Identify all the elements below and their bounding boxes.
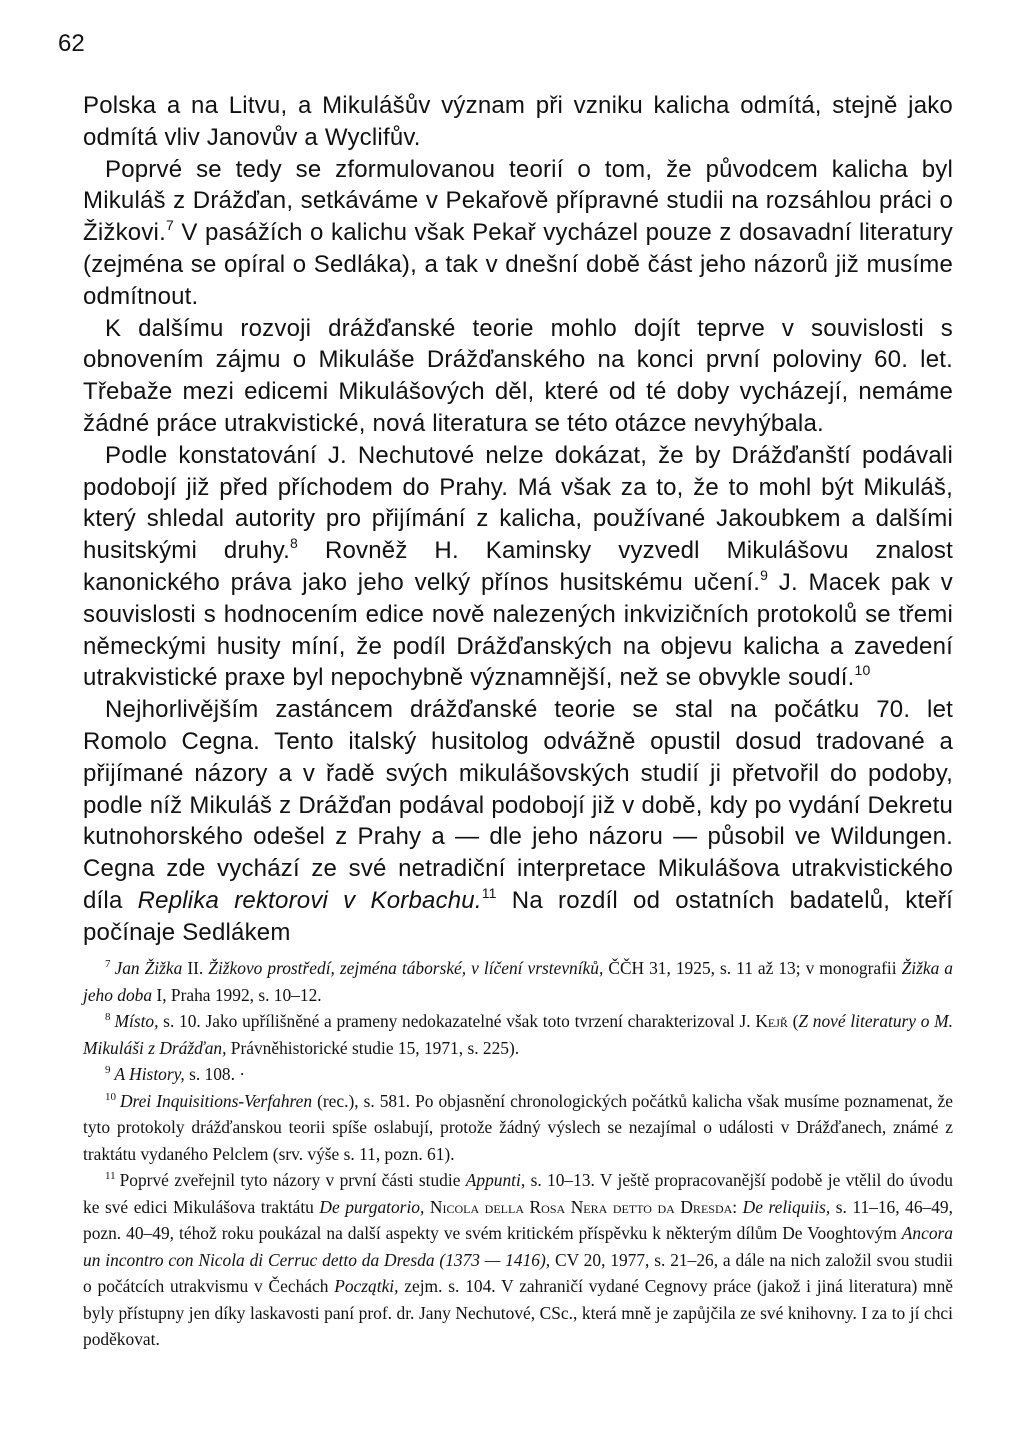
footnote-11-text-7: zejm. s. 104. V zahraničí vydané Cegnovy práce (jakož i jiná literatura) mně byly přístupny jen díky laskavosti paní prof. dr. Jany Nechutové, CSc., která mně je zapůjčila ze své knihovny. I za to jí chci poděkovat. (83, 1276, 953, 1349)
footnote-11-italic-3: De reliquiis, (742, 1196, 831, 1217)
footnote-11-italic-2: De purgatorio, (319, 1196, 425, 1217)
footnote-9-italic-1: A History, (114, 1064, 185, 1084)
footnote-9-text-1: s. 108. · (184, 1064, 246, 1084)
footnote-8-author: Kejř (755, 1011, 788, 1031)
footnote-11-text-1: Poprvé zveřejnil tyto názory v první části studie (119, 1170, 466, 1190)
footnote-7-text-3: I, Praha 1992, s. 10–12. (152, 984, 322, 1005)
footnote-11 (83, 1167, 953, 1353)
footnote-ref-9[interactable]: 9 (760, 566, 769, 583)
paragraph-3 (83, 313, 953, 440)
footnote-11-number: 11 (105, 1170, 116, 1182)
paragraph-5-text-a: Nejhorlivějším zastáncem drážďanské teorie se stal na počátku 70. let Romolo Cegna. Tento italský husitolog odvážně opustil dosud tradované a přijímané názory a v řadě svých mikulášovských studií ji přetvořil do podoby, podle níž Mikuláš z Drážďan podával podobojí již v době, kdy po vydání Dekretu kutnohorského odešel z Prahy a — dle jeho názoru — působil ve Wildungen. Cegna zde vychází ze své netradiční interpretace Mikulášova utrakvistického díla (83, 696, 953, 914)
footnote-11-author: Nicola della Rosa Nera detto da Dresda (429, 1196, 733, 1217)
footnote-9 (83, 1061, 953, 1088)
footnotes (83, 955, 953, 1353)
footnote-7-italic-2: Žižkovo prostředí, zejména táborské, v líčení vrstevníků, (208, 958, 604, 978)
footnote-10-text-1: (rec.), s. 581. Po objasnění chronologických počátků kalicha však musíme poznamenat, že tyto protokoly drážďanskou teorii spíše oslabují, protože žádný výslech se nezajímal o události v Drážďanech, známé z traktátu vydaného Pelclem (srv. výše s. 11, pozn. 61). (83, 1090, 953, 1164)
paragraph-2-text-b: V pasážích o kalichu však Pekař vycházel pouze z dosavadní literatury (zejména se opíral o Sedláka), a tak v dnešní době část jeho názorů již musíme odmítnout. (83, 219, 953, 310)
footnote-11-text-5: s. 11–16, 46–49, pozn. 40–49, téhož roku poukázal na další aspekty ve svém kritickém příspěvku k některým dílům De Vooghtovým (83, 1196, 953, 1243)
footnote-8-text-3: Právněhistorické studie 15, 1971, s. 225). (226, 1037, 520, 1058)
footnote-7-italic-1: Jan Žižka (114, 958, 183, 978)
footnote-11-text-2: s. 10–13. V ještě propracovanější podobě je vtělil do úvodu ke své edici Mikulášova traktátu (83, 1170, 953, 1217)
paragraph-5-title-italic: Replika rektorovi v Korbachu. (137, 886, 482, 914)
footnote-7-italic-3: Žižka a jeho doba (83, 958, 953, 1005)
paragraph-5 (83, 694, 953, 948)
footnote-ref-11[interactable]: 11 (481, 884, 497, 901)
paragraph-2 (83, 154, 953, 313)
main-text (83, 90, 953, 949)
footnote-8-text-1: s. 10. Jako upřílišněné a prameny nedokazatelné však toto tvrzení charakterizoval J. (158, 1011, 756, 1031)
footnote-11-text-4: : (732, 1196, 743, 1217)
paragraph-5-text-b: Na rozdíl od ostatních badatelů, kteří počínaje Sedlákem (83, 886, 953, 946)
footnote-7 (83, 955, 953, 1008)
footnote-7-number: 7 (105, 958, 111, 970)
paragraph-1 (83, 90, 953, 154)
footnote-ref-7[interactable]: 7 (165, 217, 174, 234)
footnote-7-text-1: II. (182, 958, 209, 978)
page-number: 62 (58, 30, 85, 57)
footnote-7-text-2: ČČH 31, 1925, s. 11 až 13; v monografii (603, 958, 902, 978)
footnote-10 (83, 1088, 953, 1168)
footnote-9-number: 9 (105, 1064, 111, 1076)
footnote-8-number: 8 (105, 1011, 111, 1023)
paragraph-4 (83, 440, 953, 694)
footnote-8-italic-1: Místo, (114, 1011, 159, 1031)
paragraph-2-text-a: Poprvé se tedy se zformulovanou teorií o tom, že původcem kalicha byl Mikuláš z Drážďan, setkáváme v Pekařově přípravné studii na rozsáhlou práci o Žižkovi. (83, 155, 953, 247)
footnote-8-text-2: ( (787, 1011, 799, 1031)
footnote-11-italic-5: Początki, (334, 1276, 399, 1296)
paragraph-4-text-b: Rovněž H. Kaminsky vyzvedl Mikulášovu znalost kanonického práva jako jeho velký přínos husitskému učení. (83, 537, 953, 596)
paragraph-3-text: K dalšímu rozvoji drážďanské teorie mohlo dojít teprve v souvislosti s obnovením zájmu o Mikuláše Drážďanského na konci první poloviny 60. let. Třebaže mezi edicemi Mikulášových děl, které od té doby vycházejí, nemáme žádné práce utrakvistické, nová literatura se této otázce nevyhýbala. (83, 314, 953, 437)
footnote-11-italic-4: Ancora un incontro con Nicola di Cerruc detto da Dresda (1373 — 1416), (83, 1223, 953, 1270)
footnote-10-number: 10 (105, 1090, 116, 1103)
paragraph-4-text-a: Podle konstatování J. Nechutové nelze dokázat, že by Drážďanští podávali podobojí již před příchodem do Prahy. Má však za to, že to mohl být Mikuláš, který shledal autority pro přijímání z kalicha, používané Jakoubkem a dalšími husitskými druhy. (83, 441, 953, 565)
footnote-11-italic-1: Appunti, (465, 1170, 526, 1190)
footnote-ref-8[interactable]: 8 (290, 535, 299, 552)
paragraph-1-text: Polska a na Litvu, a Mikulášův význam při vzniku kalicha odmítá, stejně jako odmítá vliv Janovův a Wyclifův. (83, 92, 953, 151)
footnote-8-italic-2: Z nové literatury o M. Mikuláši z Drážďan, (83, 1011, 953, 1058)
paragraph-4-text-c: J. Macek pak v souvislosti s hodnocením edice nově nalezených inkvizičních protokolů se třemi německými husity míní, že podíl Drážďanských na objevu kalicha a zavedení utrakvistické praxe byl nepochybně významnější, než se obvykle soudí. (83, 568, 953, 692)
footnote-10-italic-1: Drei Inquisitions-Verfahren (120, 1090, 313, 1111)
footnote-11-text-6: CV 20, 1977, s. 21–26, a dále na nich založil svou studii o počátcích utrakvismu v Čechách (83, 1249, 953, 1296)
footnote-ref-10[interactable]: 10 (854, 662, 871, 679)
footnote-8 (83, 1008, 953, 1061)
